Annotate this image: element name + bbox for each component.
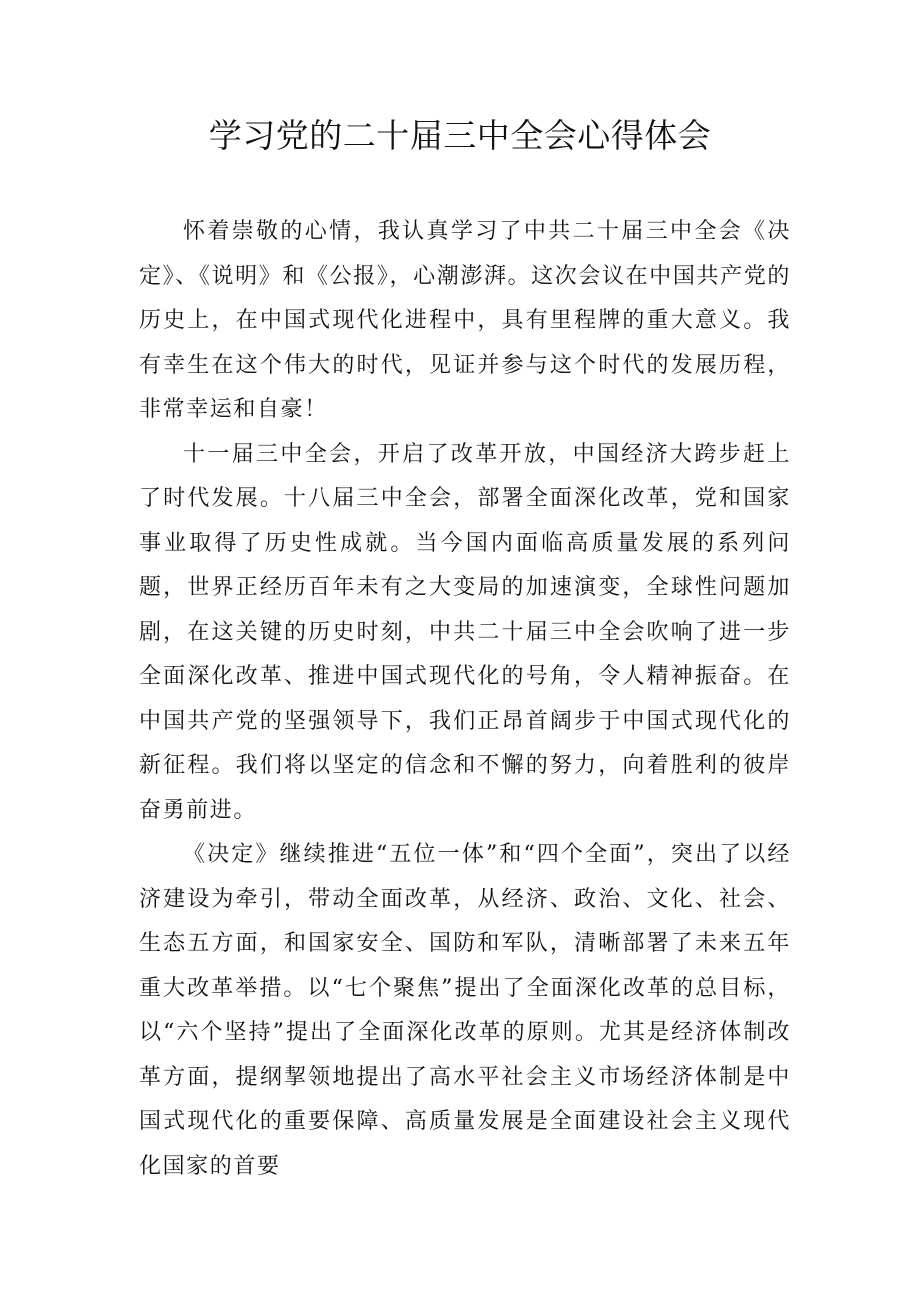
document-body: [139, 210, 791, 1189]
paragraph-2: 十一届三中全会，开启了改革开放，中国经济大跨步赶上了时代发展。十八届三中全会，部署全面深化改革，党和国家事业取得了历史性成就。当今国内面临高质量发展的系列问题，世界正经历百年未有之大变局的加速演变，全球性问题加剧，在这关键的历史时刻，中共二十届三中全会吹响了进一步全面深化改革、推进中国式现代化的号角，令人精神振奋。在中国共产党的坚强领导下，我们正昂首阔步于中国式现代化的新征程。我们将以坚定的信念和不懈的努力，向着胜利的彼岸奋勇前进。: [139, 441, 791, 823]
document-title: 学习党的二十届三中全会心得体会: [208, 116, 712, 155]
paragraph-1: 怀着崇敬的心情，我认真学习了中共二十届三中全会《决定》、《说明》和《公报》，心潮澎湃。这次会议在中国共产党的历史上，在中国式现代化进程中，具有里程牌的重大意义。我有幸生在这个伟大的时代，见证并参与这个时代的发展历程，非常幸运和自豪！: [139, 219, 791, 422]
paragraph-3: 《决定》继续推进“五位一体”和“四个全面”，突出了以经济建设为牵引，带动全面改革，从经济、政治、文化、社会、生态五方面，和国家安全、国防和军队，清晰部署了未来五年重大改革举措。以“七个聚焦”提出了全面深化改革的总目标，以“六个坚持”提出了全面深化改革的原则。尤其是经济体制改革方面，提纲挈领地提出了高水平社会主义市场经济体制是中国式现代化的重要保障、高质量发展是全面建设社会主义现代化国家的首要: [139, 842, 791, 1179]
